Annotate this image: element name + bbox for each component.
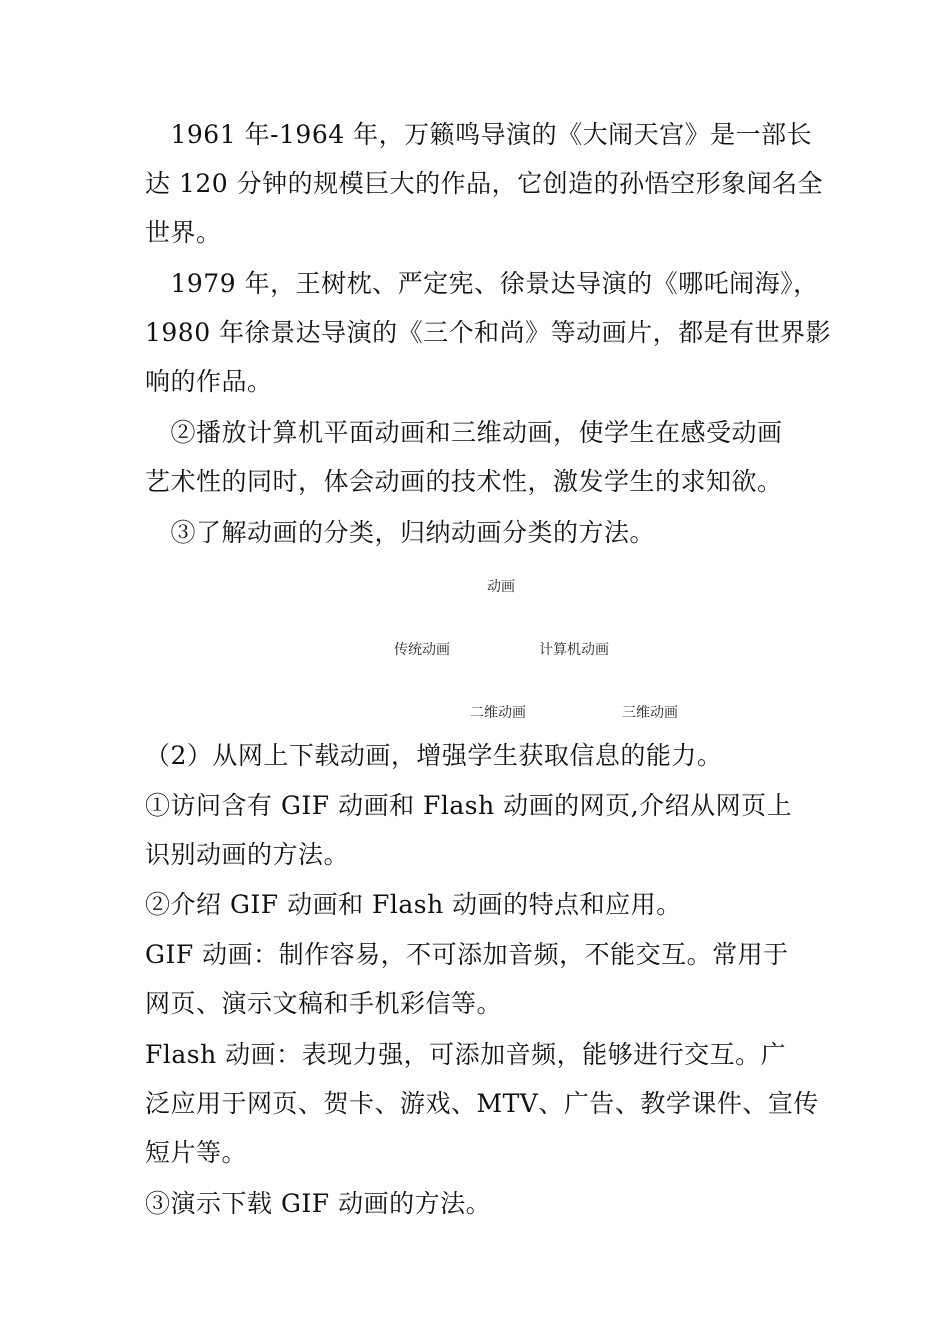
paragraph-download-gif: [145, 1179, 810, 1228]
paragraph-classification: [145, 508, 810, 557]
text-line: 1980 年徐景达导演的《三个和尚》等动画片，都是有世界影: [145, 318, 832, 347]
tree-node-2d: 二维动画: [470, 705, 526, 721]
tree-node-computer: 计算机动画: [539, 642, 609, 658]
text-line: 1979 年，王树枕、严定宪、徐景达导演的《哪吒闹海》，: [145, 269, 819, 298]
text-line: 世界。: [145, 218, 222, 247]
paragraph-visit-webpage: [145, 781, 810, 879]
text-line: ③演示下载 GIF 动画的方法。: [145, 1189, 492, 1218]
text-line: 达 120 分钟的规模巨大的作品，它创造的孙悟空形象闻名全: [145, 169, 824, 198]
paragraph-play-animation: [145, 408, 810, 506]
text-line: ②播放计算机平面动画和三维动画，使学生在感受动画: [145, 418, 783, 447]
text-line: ①访问含有 GIF 动画和 Flash 动画的网页,介绍从网页上: [145, 791, 793, 820]
text-line: GIF 动画：制作容易，不可添加音频，不能交互。常用于: [145, 940, 789, 969]
section-heading-download: [145, 731, 810, 780]
text-line: （2）从网上下载动画，增强学生获取信息的能力。: [145, 741, 723, 770]
text-line: 泛应用于网页、贺卡、游戏、MTV、广告、教学课件、宣传: [145, 1089, 819, 1118]
paragraph-danao-tiangong: [145, 110, 824, 257]
text-line: 响的作品。: [145, 367, 273, 396]
text-line: 短片等。: [145, 1138, 248, 1167]
text-line: ③了解动画的分类，归纳动画分类的方法。: [145, 518, 656, 547]
paragraph-flash-features: [145, 1030, 819, 1177]
text-line: 网页、演示文稿和手机彩信等。: [145, 989, 503, 1018]
paragraph-gif-flash-intro: [145, 880, 810, 929]
text-line: 艺术性的同时，体会动画的技术性，激发学生的求知欲。: [145, 467, 783, 496]
tree-node-3d: 三维动画: [622, 705, 678, 721]
text-line: Flash 动画：表现力强，可添加音频，能够进行交互。广: [145, 1040, 787, 1069]
text-line: 1961 年-1964 年，万籁鸣导演的《大闹天宫》是一部长: [145, 120, 813, 149]
tree-node-traditional: 传统动画: [394, 642, 450, 658]
paragraph-gif-features: [145, 930, 810, 1028]
paragraph-nezha-sange-heshang: [145, 259, 832, 406]
text-line: ②介绍 GIF 动画和 Flash 动画的特点和应用。: [145, 890, 682, 919]
tree-root-label: 动画: [487, 579, 515, 595]
text-line: 识别动画的方法。: [145, 840, 350, 869]
